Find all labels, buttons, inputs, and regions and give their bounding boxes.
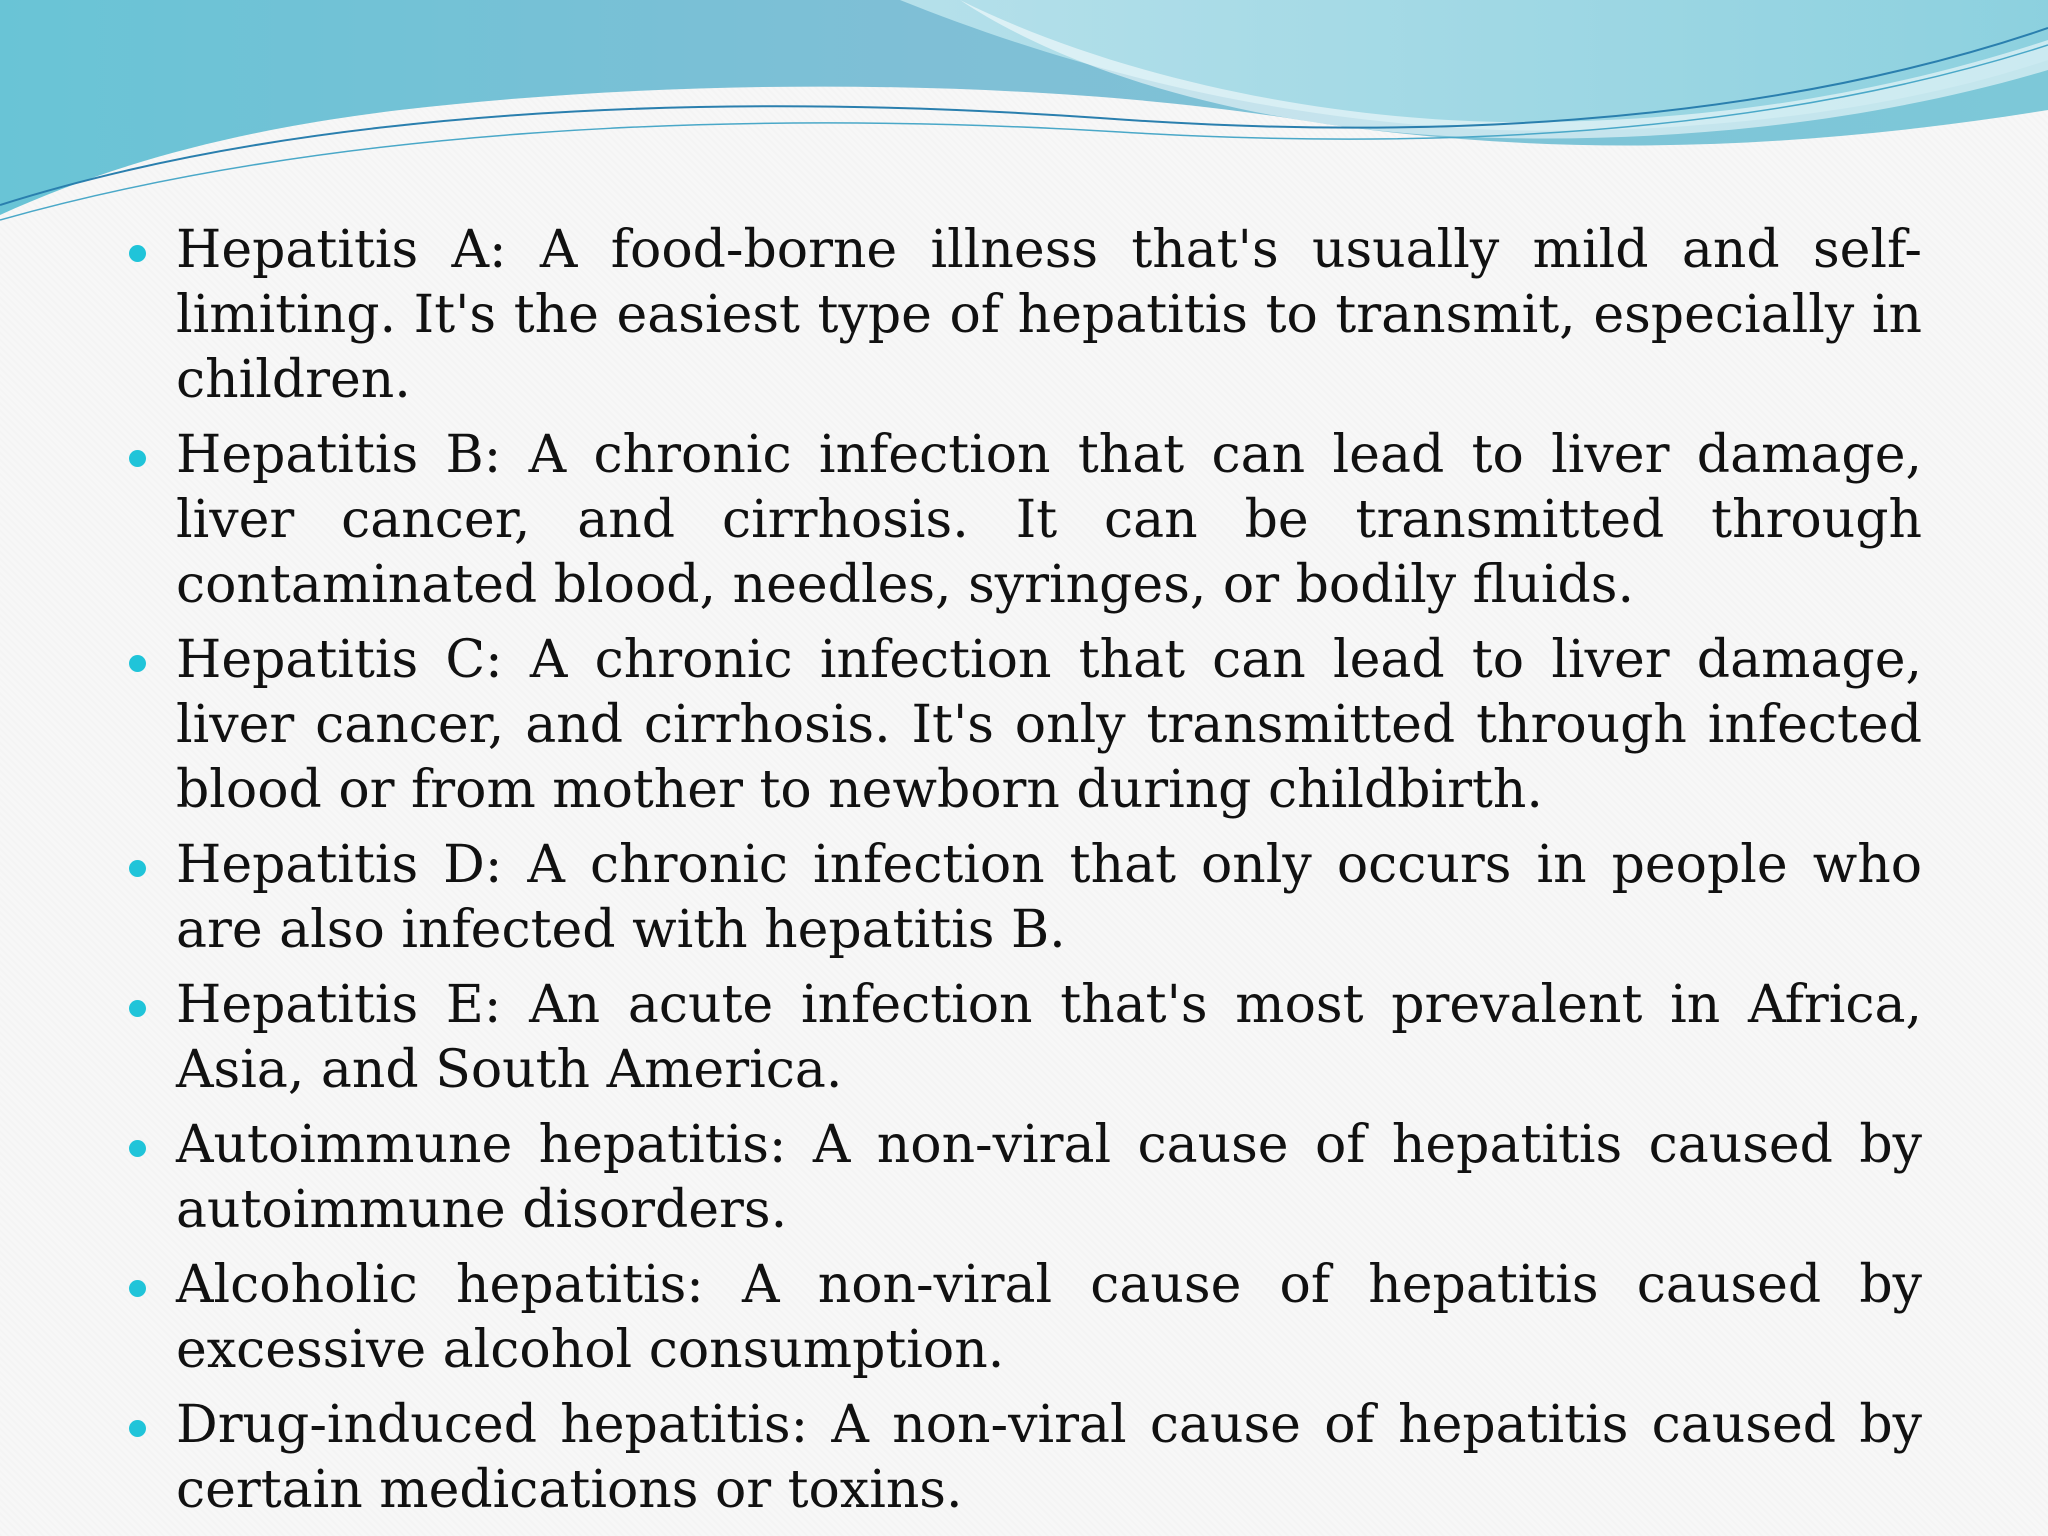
bullet-text: Autoimmune hepatitis: A non-viral cause of hepatitis caused by autoimmune disorders.: [176, 1115, 1922, 1240]
bullet-text: Hepatitis B: A chronic infection that can lead to liver damage, liver cancer, and cirrhosis. It can be transmitted through contaminated blood, needles, syringes, or bodily fluids.: [176, 425, 1922, 615]
bullet-item-drug-induced-hepatitis: [120, 1393, 1922, 1523]
bullet-dot-icon: [129, 655, 146, 672]
bullet-dot-icon: [129, 1000, 146, 1017]
bullet-text: Hepatitis A: A food-borne illness that's usually mild and self-limiting. It's the easiest type of hepatitis to transmit, especially in children.: [176, 220, 1922, 410]
bullet-text: Hepatitis D: A chronic infection that only occurs in people who are also infected with hepatitis B.: [176, 835, 1922, 960]
bullet-text: Hepatitis C: A chronic infection that can lead to liver damage, liver cancer, and cirrhosis. It's only transmitted through infected blood or from mother to newborn during childbirth.: [176, 630, 1922, 820]
bullet-dot-icon: [129, 1280, 146, 1297]
bullet-item-hepatitis-c: [120, 628, 1922, 823]
bullet-text: Hepatitis E: An acute infection that's most prevalent in Africa, Asia, and South America.: [176, 975, 1922, 1100]
header-wave-decoration: [0, 0, 2048, 240]
bullet-dot-icon: [129, 1420, 146, 1437]
bullet-dot-icon: [129, 450, 146, 467]
bullet-item-hepatitis-a: [120, 218, 1922, 413]
bullet-item-autoimmune-hepatitis: [120, 1113, 1922, 1243]
bullet-item-hepatitis-e: [120, 973, 1922, 1103]
bullet-list: [120, 218, 1922, 1533]
bullet-dot-icon: [129, 245, 146, 262]
bullet-text: Alcoholic hepatitis: A non-viral cause of hepatitis caused by excessive alcohol consumption.: [176, 1255, 1922, 1380]
bullet-item-alcoholic-hepatitis: [120, 1253, 1922, 1383]
bullet-dot-icon: [129, 860, 146, 877]
bullet-text: Drug-induced hepatitis: A non-viral cause of hepatitis caused by certain medications or toxins.: [176, 1395, 1922, 1520]
bullet-dot-icon: [129, 1140, 146, 1157]
bullet-item-hepatitis-b: [120, 423, 1922, 618]
bullet-item-hepatitis-d: [120, 833, 1922, 963]
